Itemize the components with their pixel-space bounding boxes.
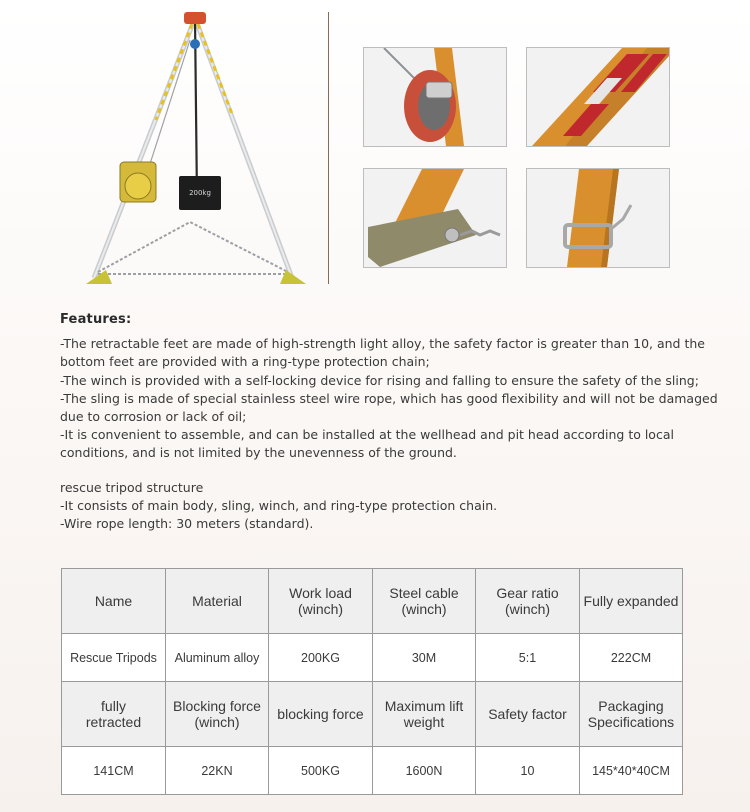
- foot-pad-chain-image: [363, 168, 507, 268]
- feature-line: -The winch is provided with a self-locking device for rising and falling to ensure the safety of the sling;: [60, 372, 699, 388]
- features-section: [60, 311, 730, 463]
- value-cell: 1600N: [373, 747, 476, 795]
- weight-label: 200kg: [189, 189, 211, 197]
- value-cell: Rescue Tripods: [62, 634, 166, 682]
- table-header-row: [62, 569, 683, 634]
- value-cell: 200KG: [269, 634, 373, 682]
- value-cell: 222CM: [580, 634, 683, 682]
- header-cell: blocking force: [269, 682, 373, 747]
- leg-reflective-stripe-image: [526, 47, 670, 147]
- header-cell: Material: [166, 569, 269, 634]
- value-cell: 22KN: [166, 747, 269, 795]
- leg-lock-buckle-image: [526, 168, 670, 268]
- header-cell: Blocking force (winch): [166, 682, 269, 747]
- product-image-section: [0, 0, 750, 300]
- structure-title: rescue tripod structure: [60, 480, 204, 495]
- header-cell: Fully expanded: [580, 569, 683, 634]
- header-cell: Safety factor: [476, 682, 580, 747]
- table-value-row: [62, 634, 683, 682]
- structure-line: -It consists of main body, sling, winch, and ring-type protection chain.: [60, 498, 498, 514]
- header-cell: Maximum lift weight: [373, 682, 476, 747]
- features-heading: Features:: [60, 312, 132, 327]
- value-cell: 141CM: [62, 747, 166, 795]
- feature-line: -The sling is made of special stainless steel wire rope, which has good flexibility and will not be damaged due to corrosion or lack of oil;: [60, 390, 718, 425]
- header-cell: Packaging Specifications: [580, 682, 683, 747]
- header-cell: Work load (winch): [269, 569, 373, 634]
- value-cell: 5:1: [476, 634, 580, 682]
- feature-line: -The retractable feet are made of high-strength light alloy, the safety factor is greater than 10, and the bottom feet are provided with a ring-type protection chain;: [60, 336, 705, 370]
- feature-line: -It is convenient to assemble, and can be installed at the wellhead and pit head according to local conditions, and is not limited by the unevenness of the ground.: [60, 427, 674, 461]
- header-cell: fully retracted: [62, 682, 166, 747]
- table-value-row: [62, 747, 683, 795]
- structure-section: [60, 479, 730, 534]
- value-cell: 145*40*40CM: [580, 747, 683, 795]
- value-cell: Aluminum alloy: [166, 634, 269, 682]
- header-cell: Gear ratio (winch): [476, 569, 580, 634]
- header-cell: Steel cable (winch): [373, 569, 476, 634]
- value-cell: 10: [476, 747, 580, 795]
- specification-table: [61, 568, 683, 795]
- vertical-divider: [328, 12, 329, 284]
- header-cell: Name: [62, 569, 166, 634]
- winch-detail-image: [363, 47, 507, 147]
- value-cell: 500KG: [269, 747, 373, 795]
- tripod-hero-image: [80, 10, 310, 288]
- table-header-row: [62, 682, 683, 747]
- structure-line: -Wire rope length: 30 meters (standard).: [60, 516, 314, 532]
- value-cell: 30M: [373, 634, 476, 682]
